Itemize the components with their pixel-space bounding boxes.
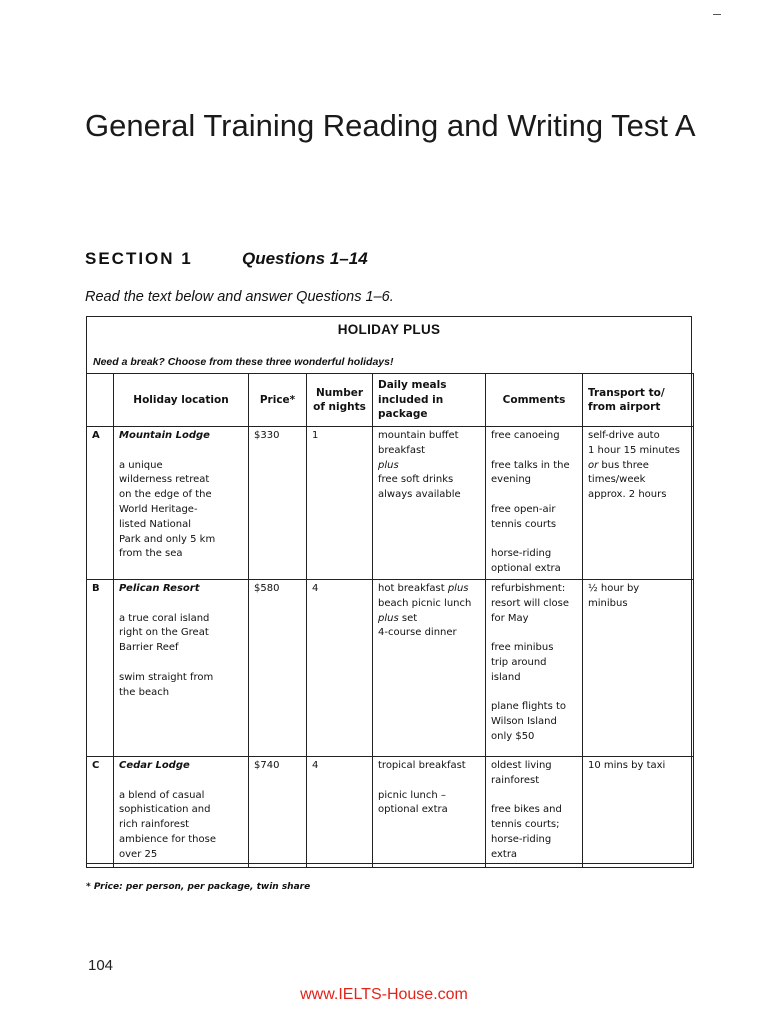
table-row <box>87 756 694 867</box>
comment-line: only $50 <box>491 730 535 742</box>
comment-line: refurbishment: <box>491 582 566 594</box>
location-cell <box>114 427 249 580</box>
comment-line: free bikes and <box>491 804 562 816</box>
meals-line <box>378 582 480 597</box>
location-cell <box>114 579 249 756</box>
nights-cell: 4 <box>307 756 373 867</box>
transport-line: times/week <box>588 474 646 486</box>
location-desc-line: ambience for those <box>119 833 216 845</box>
comments-cell <box>486 579 583 756</box>
location-desc-line: right on the Great <box>119 627 209 639</box>
location-name: Mountain Lodge <box>119 430 210 441</box>
comment-line: oldest living <box>491 759 552 771</box>
comment-line: free canoeing <box>491 430 560 441</box>
comment-line: rainforest <box>491 774 540 786</box>
transport-line: 10 mins by taxi <box>588 759 666 771</box>
meals-cell <box>373 756 486 867</box>
header-transport: Transport to/ from airport <box>583 374 694 427</box>
location-name: Cedar Lodge <box>119 759 190 771</box>
comment-line: free talks in the <box>491 459 570 471</box>
location-desc-line: swim straight from <box>119 671 214 683</box>
location-desc-line: the beach <box>119 686 170 698</box>
comment-line: for May <box>491 612 529 624</box>
instruction-text: Read the text below and answer Questions 1–6. <box>85 289 394 305</box>
table-header-row <box>87 374 694 427</box>
meals-plus: plus <box>447 582 469 594</box>
comment-line: plane flights to <box>491 701 567 713</box>
location-desc-line: wilderness retreat <box>119 474 210 486</box>
comment-line: horse-riding <box>491 548 552 560</box>
location-desc-line: sophistication and <box>119 804 211 816</box>
meals-line: 4-course dinner <box>378 627 457 639</box>
meals-line <box>378 612 480 627</box>
location-desc-line: listed National <box>119 518 192 530</box>
meals-line: mountain buffet <box>378 430 459 441</box>
meals-plus: plus <box>378 612 399 624</box>
page-number: 104 <box>88 957 114 974</box>
comment-line: horse-riding <box>491 833 552 845</box>
price-cell: $740 <box>249 756 307 867</box>
location-cell <box>114 756 249 867</box>
nights-cell: 1 <box>307 427 373 580</box>
transport-cell <box>583 427 694 580</box>
holiday-plus-box <box>86 316 692 864</box>
meals-line: always available <box>378 489 461 501</box>
table-row <box>87 427 694 580</box>
location-desc-line: over 25 <box>119 848 158 860</box>
header-location: Holiday location <box>114 374 249 427</box>
row-letter: C <box>87 756 114 867</box>
section-heading: SECTION 1 <box>85 249 193 268</box>
questions-heading: Questions 1–14 <box>242 249 368 268</box>
location-desc-line: a true coral island <box>119 612 210 624</box>
transport-line: approx. 2 hours <box>588 489 667 501</box>
website-url: www.IELTS-House.com <box>300 986 468 1003</box>
meals-line: free soft drinks <box>378 474 454 486</box>
meals-line: optional extra <box>378 804 448 816</box>
meals-line: beach picnic lunch <box>378 597 472 609</box>
corner-mark <box>713 14 721 15</box>
price-cell: $580 <box>249 579 307 756</box>
location-desc-line: on the edge of the <box>119 489 212 501</box>
header-comments: Comments <box>486 374 583 427</box>
box-subtitle: Need a break? Choose from these three wonderful holidays! <box>93 356 394 368</box>
meals-line: breakfast <box>378 444 426 456</box>
row-letter: B <box>87 579 114 756</box>
transport-line: minibus <box>588 597 628 609</box>
holidays-table <box>86 373 694 868</box>
transport-line: 1 hour 15 minutes <box>588 444 681 456</box>
meals-line: picnic lunch – <box>378 789 446 801</box>
meals-text: hot breakfast <box>378 582 448 594</box>
row-letter: A <box>87 427 114 580</box>
location-desc-line: a blend of casual <box>119 789 205 801</box>
meals-cell <box>373 427 486 580</box>
transport-line <box>588 459 688 474</box>
header-nights: Number of nights <box>307 374 373 427</box>
meals-text: set <box>398 612 418 624</box>
comment-line: evening <box>491 474 532 486</box>
meals-line: plus <box>378 459 399 471</box>
transport-line: ½ hour by <box>588 582 640 594</box>
comment-line: tennis courts <box>491 518 557 530</box>
comment-line: trip around <box>491 656 547 668</box>
location-desc-line: a unique <box>119 459 163 471</box>
location-name: Pelican Resort <box>119 582 200 594</box>
comment-line: extra <box>491 848 518 860</box>
comment-line: free minibus <box>491 642 554 654</box>
location-desc-line: rich rainforest <box>119 819 190 831</box>
box-title: HOLIDAY PLUS <box>337 322 441 337</box>
comment-line: resort will close <box>491 597 570 609</box>
meals-cell <box>373 579 486 756</box>
transport-bus: bus three <box>598 459 649 471</box>
table-row <box>87 579 694 756</box>
comment-line: Wilson Island <box>491 716 557 728</box>
transport-line: self-drive auto <box>588 430 660 441</box>
location-desc-line: World Heritage- <box>119 503 198 515</box>
location-desc-line: Park and only 5 km <box>119 533 216 545</box>
comment-line: free open-air <box>491 503 556 515</box>
comment-line: island <box>491 671 521 683</box>
nights-cell: 4 <box>307 579 373 756</box>
transport-cell <box>583 756 694 867</box>
price-footnote: * Price: per person, per package, twin share <box>86 882 311 892</box>
header-meals: Daily meals included in package <box>373 374 486 427</box>
meals-line: tropical breakfast <box>378 759 466 771</box>
location-desc-line: Barrier Reef <box>119 642 179 654</box>
header-letter <box>87 374 114 427</box>
comment-line: tennis courts; <box>491 819 560 831</box>
location-desc-line: from the sea <box>119 548 183 560</box>
comment-line: optional extra <box>491 563 561 575</box>
transport-cell <box>583 579 694 756</box>
price-cell: $330 <box>249 427 307 580</box>
comments-cell <box>486 427 583 580</box>
page-title: General Training Reading and Writing Test A <box>85 108 696 143</box>
comments-cell <box>486 756 583 867</box>
transport-or: or <box>588 459 599 471</box>
header-price: Price* <box>249 374 307 427</box>
